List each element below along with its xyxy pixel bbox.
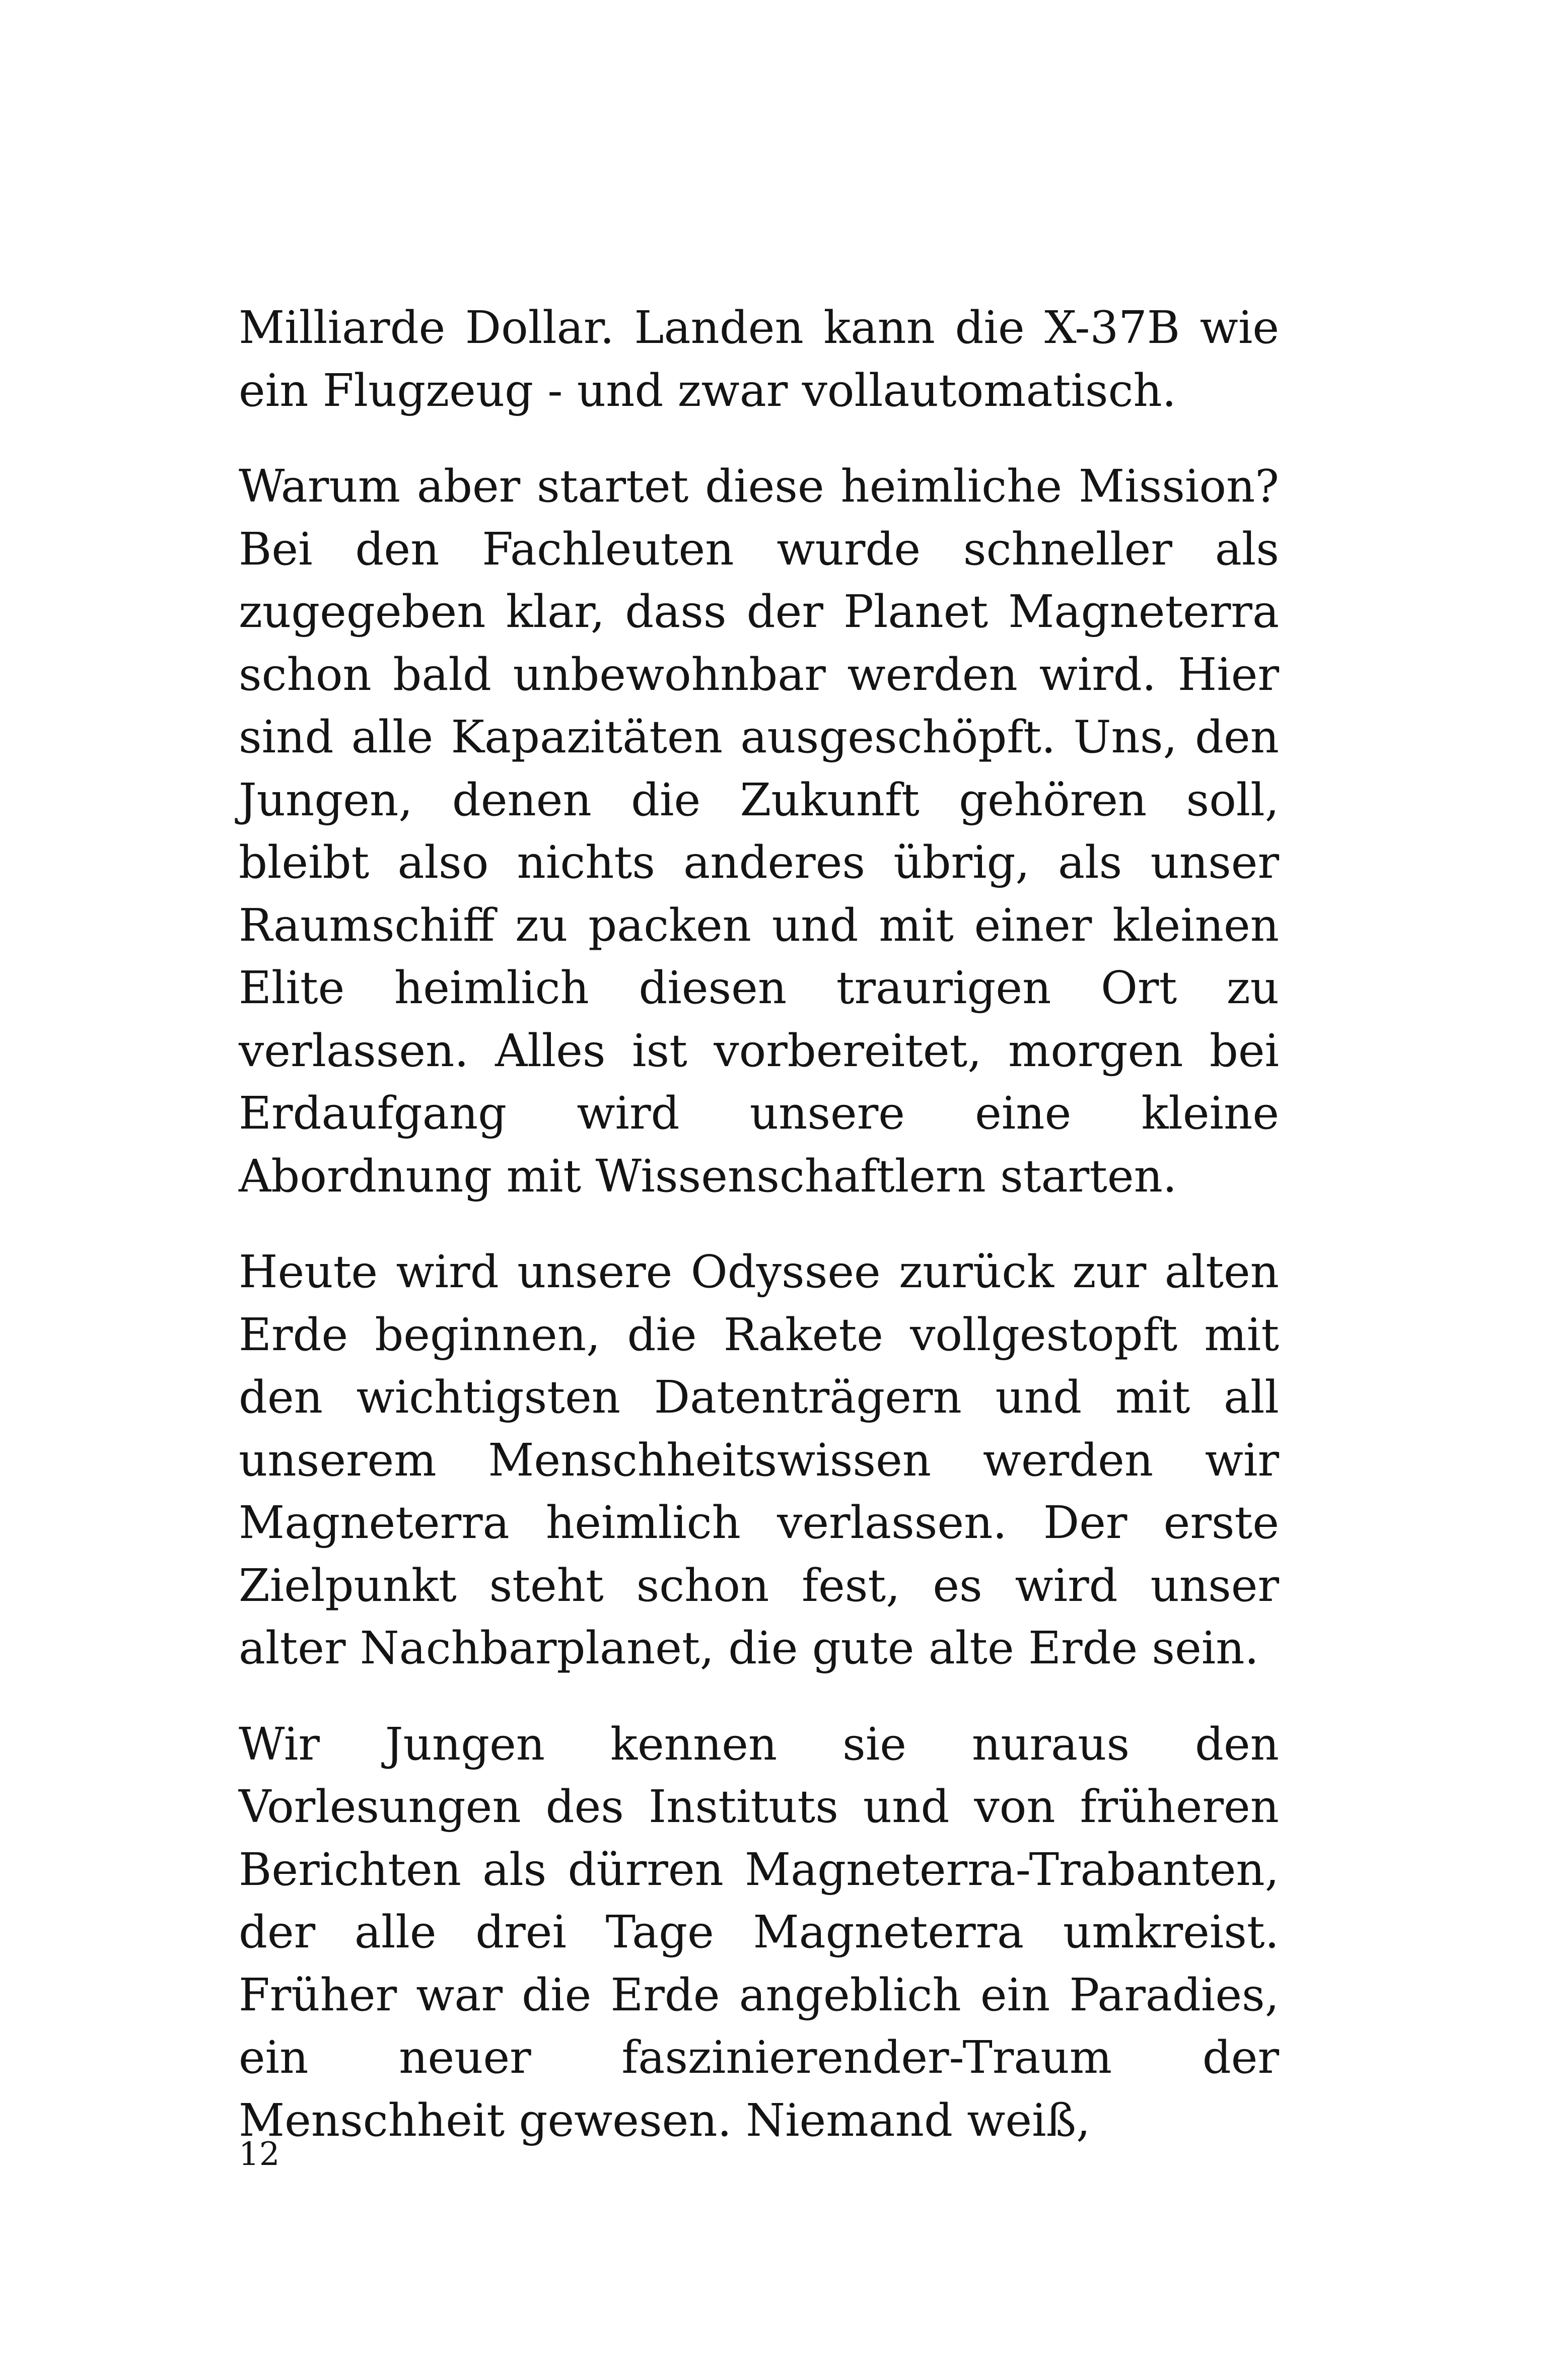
paragraph-4: Wir Jungen kennen sie nuraus den Vorlesungen des Instituts und von früheren Berichten als dürren Magneterra-Trabanten, der alle drei Tage Magneterra umkreist. Früher war die Erde angeblich ein Paradies, ein neuer faszinierender-Traum der Menschheit gewesen. Niemand weiß, — [239, 1717, 1279, 2146]
paragraph-3: Heute wird unsere Odyssee zurück zur alten Erde beginnen, die Rakete vollgestopft mit den wichtigsten Datenträgern und mit all unserem Menschheitswissen werden wir Magneterra heimlich verlassen. Der erste Zielpunkt steht schon fest, es wird unser alter Nachbarplanet, die gute alte Erde sein. — [239, 1245, 1279, 1674]
paragraph-1: Milliarde Dollar. Landen kann die X-37B wie ein Flugzeug - und zwar vollautomatisch. — [239, 301, 1279, 416]
paragraph-2: Warum aber startet diese heimliche Mission? Bei den Fachleuten wurde schneller als zugegeben klar, dass der Planet Magneterra schon bald unbewohnbar werden wird. Hier sind alle Kapazitäten ausgeschöpft. Uns, den Jungen, denen die Zukunft gehören soll, bleibt also nichts anderes übrig, als unser Raumschiff zu packen und mit einer kleinen Elite heimlich diesen traurigen Ort zu verlassen. Alles ist vorbereitet, morgen bei Erdaufgang wird unsere eine kleine Abordnung mit Wissenschaftlern starten. — [239, 460, 1279, 1202]
body-text — [239, 296, 1279, 2151]
page-number: 12 — [239, 2136, 280, 2173]
